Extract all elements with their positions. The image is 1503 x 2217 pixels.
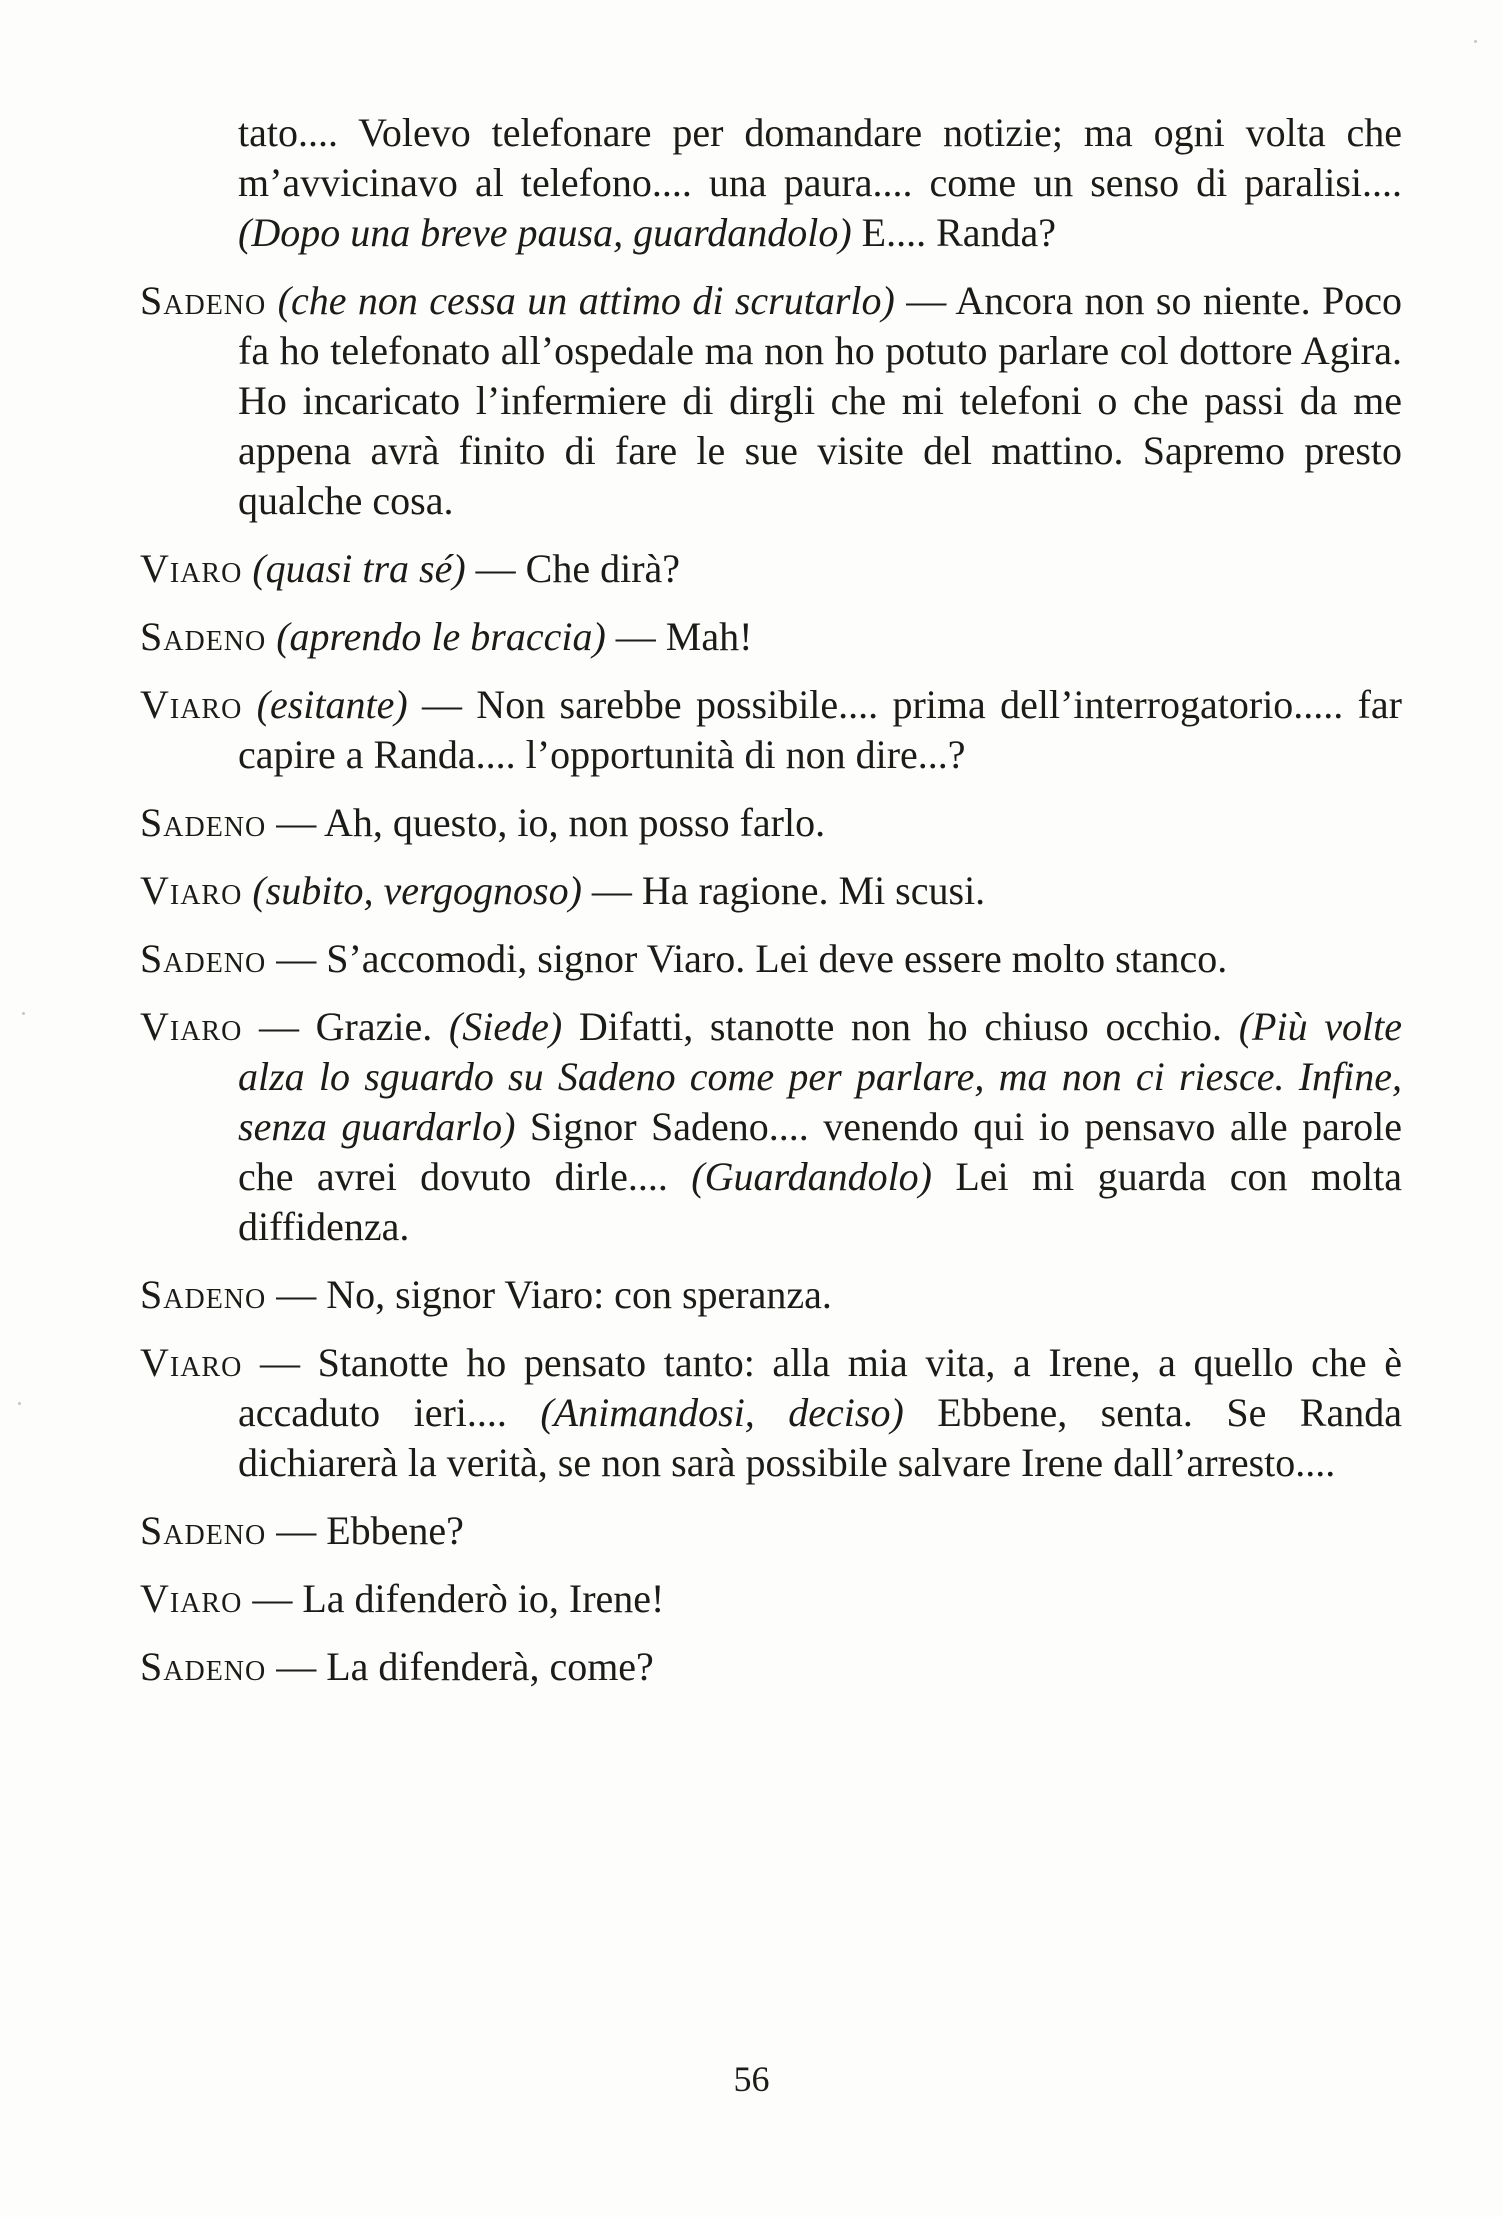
spoken-text: — La difenderò io, Irene! xyxy=(252,1576,665,1621)
spoken-text: — S’accomodi, signor Viaro. Lei deve essere molto stanco. xyxy=(276,936,1228,981)
spoken-text: — No, signor Viaro: con speranza. xyxy=(276,1272,832,1317)
dialogue-line xyxy=(140,1642,1402,1692)
speaker-name: Viaro xyxy=(140,1340,243,1385)
dialogue-line xyxy=(140,1270,1402,1320)
stage-direction: (esitante) xyxy=(256,682,408,727)
spoken-text: Lei mi guarda con molta diffidenza. xyxy=(238,1154,1402,1249)
spoken-text: — Stanotte ho pensato tanto: alla mia vita, a Irene, a quello che è accaduto ieri.... xyxy=(238,1340,1403,1435)
dialogue-line xyxy=(140,1506,1402,1556)
dialogue-line xyxy=(140,680,1402,780)
spoken-text: — Ah, questo, io, non posso farlo. xyxy=(276,800,826,845)
dialogue-line xyxy=(140,798,1402,848)
dialogue-line xyxy=(140,544,1402,594)
speaker-name: Viaro xyxy=(140,1004,243,1049)
dialogue-line xyxy=(140,1338,1402,1488)
spoken-text: Difatti, stanotte non ho chiuso occhio. xyxy=(562,1004,1239,1049)
spoken-text: — Grazie. xyxy=(259,1004,449,1049)
spoken-text: Signor Sadeno.... venendo qui io pensavo alle parole che avrei dovuto dirle.... xyxy=(238,1104,1403,1199)
stage-direction: (aprendo le braccia) xyxy=(276,614,606,659)
speaker-name: Viaro xyxy=(140,546,243,591)
speaker-name: Sadeno xyxy=(140,1508,267,1553)
dialogue-line xyxy=(140,1574,1402,1624)
paper-speck xyxy=(22,1012,25,1015)
stage-direction: (Animandosi, deciso) xyxy=(540,1390,904,1435)
spoken-text: — Mah! xyxy=(605,614,753,659)
spoken-text: tato.... Volevo telefonare per domandare notizie; ma ogni volta che m’avvicinavo al telefono.... una paura.... come un senso di paralisi.... xyxy=(238,110,1402,205)
spoken-text: — Non sarebbe possibile.... prima dell’interrogatorio..... far capire a Randa.... l’opportunità di non dire...? xyxy=(238,682,1403,777)
speaker-name: Sadeno xyxy=(140,936,267,981)
stage-direction: (Più volte alza lo sguardo su Sadeno come per parlare, ma non ci riesce. Infine, senza guardarlo) xyxy=(238,1004,1403,1149)
speaker-name: Sadeno xyxy=(140,800,267,845)
speaker-name: Sadeno xyxy=(140,1272,267,1317)
spoken-text: E.... Randa? xyxy=(851,210,1057,255)
page-number: 56 xyxy=(733,2059,770,2099)
paper-speck xyxy=(1474,40,1477,43)
speaker-name: Sadeno xyxy=(140,278,267,323)
stage-direction: (subito, vergognoso) xyxy=(252,868,582,913)
stage-direction: (quasi tra sé) xyxy=(252,546,466,591)
spoken-text: — Ebbene? xyxy=(276,1508,464,1553)
stage-direction: (Guardandolo) xyxy=(691,1154,933,1199)
spoken-text: — Ha ragione. Mi scusi. xyxy=(581,868,986,913)
dialogue-line xyxy=(140,1002,1402,1252)
stage-direction: (che non cessa un attimo di scrutarlo) xyxy=(277,278,895,323)
spoken-text: — Ancora non so niente. Poco fa ho telefonato all’ospedale ma non ho potuto parlare col dottore Agira. Ho incaricato l’infermiere di dirgli che mi telefoni o che passi da me appena avrà finito di fare le sue visite del mattino. Sapremo presto qualche cosa. xyxy=(238,278,1403,523)
speaker-name: Sadeno xyxy=(140,1644,267,1689)
spoken-text: Ebbene, senta. Se Randa dichiarerà la verità, se non sarà possibile salvare Irene dall’arresto.... xyxy=(238,1390,1402,1485)
stage-direction: (Siede) xyxy=(448,1004,563,1049)
stage-direction: (Dopo una breve pausa, guardandolo) xyxy=(238,210,852,255)
dialogue-line xyxy=(140,866,1402,916)
dialogue-line xyxy=(140,934,1402,984)
speaker-name: Sadeno xyxy=(140,614,267,659)
dialogue-line xyxy=(140,276,1402,526)
paper-speck xyxy=(18,1402,21,1405)
spoken-text: — La difenderà, come? xyxy=(276,1644,654,1689)
speaker-name: Viaro xyxy=(140,1576,243,1621)
speaker-name: Viaro xyxy=(140,682,243,727)
continuation-paragraph xyxy=(140,108,1402,258)
dialogue-line xyxy=(140,612,1402,662)
dialogue-text xyxy=(140,108,1402,1710)
speaker-name: Viaro xyxy=(140,868,243,913)
spoken-text: — Che dirà? xyxy=(465,546,681,591)
